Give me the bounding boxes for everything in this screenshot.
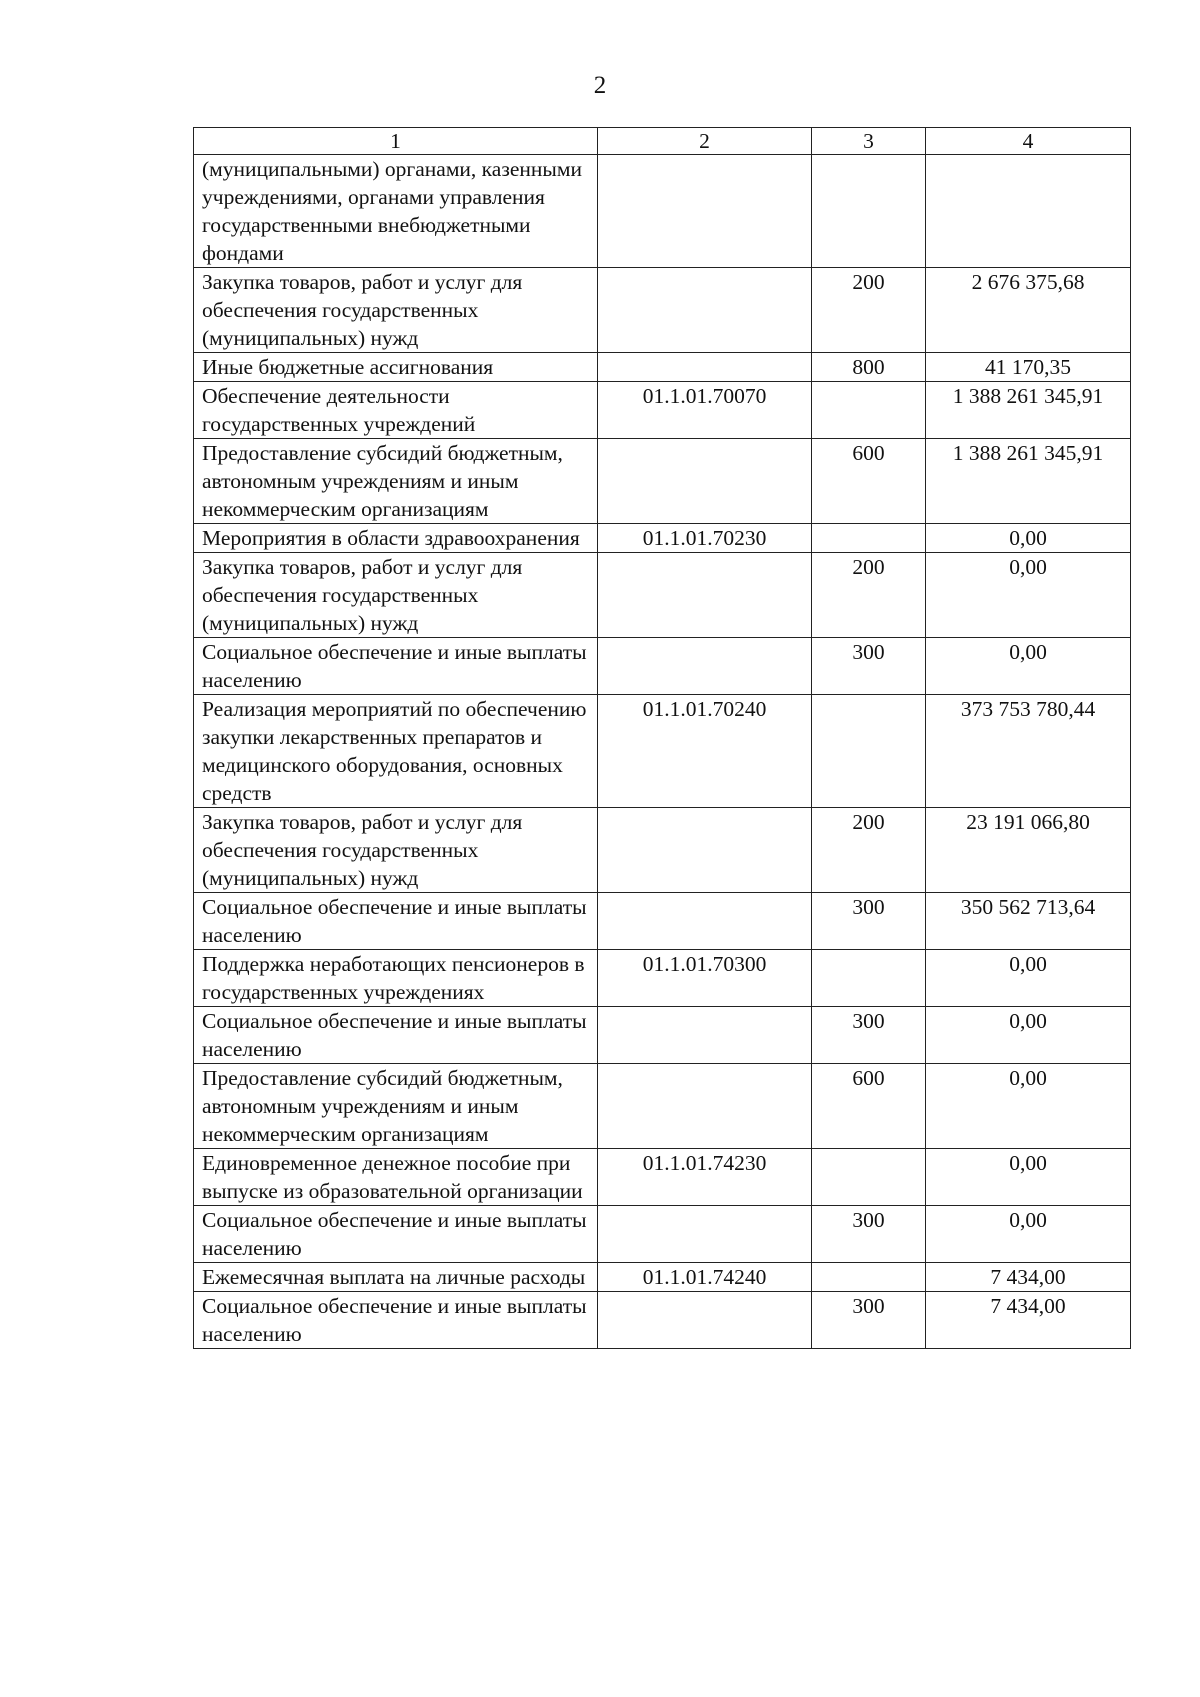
row-code-cell [598, 553, 812, 638]
row-type-cell: 300 [812, 638, 926, 695]
column-header-4: 4 [926, 128, 1131, 155]
row-code-cell: 01.1.01.70300 [598, 950, 812, 1007]
row-name-cell: Социальное обеспечение и иные выплаты населению [194, 893, 598, 950]
row-amount-cell: 0,00 [926, 1064, 1131, 1149]
row-type-cell: 300 [812, 1292, 926, 1349]
row-type-cell: 800 [812, 353, 926, 382]
row-type-cell [812, 950, 926, 1007]
row-amount-cell [926, 155, 1131, 268]
table-header-row [194, 128, 1131, 155]
row-type-cell: 600 [812, 439, 926, 524]
row-name-cell: Обеспечение деятельности государственных учреждений [194, 382, 598, 439]
row-code-cell: 01.1.01.70070 [598, 382, 812, 439]
table-row [194, 268, 1131, 353]
table-row [194, 1064, 1131, 1149]
row-code-cell: 01.1.01.70240 [598, 695, 812, 808]
row-code-cell [598, 1206, 812, 1263]
row-type-cell: 200 [812, 808, 926, 893]
column-header-3: 3 [812, 128, 926, 155]
table-row [194, 1263, 1131, 1292]
row-amount-cell: 350 562 713,64 [926, 893, 1131, 950]
row-code-cell [598, 808, 812, 893]
row-type-cell [812, 155, 926, 268]
page-number: 2 [593, 72, 607, 99]
row-name-cell: Социальное обеспечение и иные выплаты населению [194, 1292, 598, 1349]
row-amount-cell: 41 170,35 [926, 353, 1131, 382]
row-type-cell [812, 1149, 926, 1206]
row-code-cell [598, 1007, 812, 1064]
row-amount-cell: 1 388 261 345,91 [926, 439, 1131, 524]
row-type-cell: 200 [812, 268, 926, 353]
row-code-cell [598, 893, 812, 950]
row-type-cell [812, 382, 926, 439]
row-code-cell [598, 155, 812, 268]
table-row [194, 439, 1131, 524]
row-name-cell: Социальное обеспечение и иные выплаты населению [194, 1206, 598, 1263]
table-row [194, 155, 1131, 268]
row-type-cell [812, 524, 926, 553]
row-name-cell: Закупка товаров, работ и услуг для обеспечения государственных (муниципальных) нужд [194, 553, 598, 638]
table-row [194, 893, 1131, 950]
row-amount-cell: 23 191 066,80 [926, 808, 1131, 893]
row-name-cell: Предоставление субсидий бюджетным, автономным учреждениям и иным некоммерческим организациям [194, 439, 598, 524]
row-name-cell: Ежемесячная выплата на личные расходы [194, 1263, 598, 1292]
row-type-cell: 300 [812, 1206, 926, 1263]
row-amount-cell: 7 434,00 [926, 1263, 1131, 1292]
row-amount-cell: 0,00 [926, 638, 1131, 695]
row-code-cell: 01.1.01.74240 [598, 1263, 812, 1292]
column-header-2: 2 [598, 128, 812, 155]
row-amount-cell: 0,00 [926, 1007, 1131, 1064]
table-body [194, 155, 1131, 1349]
row-amount-cell: 1 388 261 345,91 [926, 382, 1131, 439]
row-type-cell [812, 695, 926, 808]
table-row [194, 695, 1131, 808]
table-row [194, 382, 1131, 439]
row-amount-cell: 7 434,00 [926, 1292, 1131, 1349]
row-amount-cell: 0,00 [926, 524, 1131, 553]
row-code-cell: 01.1.01.70230 [598, 524, 812, 553]
row-amount-cell: 0,00 [926, 1206, 1131, 1263]
row-code-cell [598, 353, 812, 382]
row-name-cell: Закупка товаров, работ и услуг для обеспечения государственных (муниципальных) нужд [194, 808, 598, 893]
row-type-cell: 300 [812, 893, 926, 950]
row-name-cell: Единовременное денежное пособие при выпуске из образовательной организации [194, 1149, 598, 1206]
row-type-cell: 200 [812, 553, 926, 638]
table-row [194, 1149, 1131, 1206]
column-header-1: 1 [194, 128, 598, 155]
row-code-cell [598, 638, 812, 695]
row-name-cell: Реализация мероприятий по обеспечению закупки лекарственных препаратов и медицинского оборудования, основных средств [194, 695, 598, 808]
table-row [194, 950, 1131, 1007]
row-amount-cell: 0,00 [926, 1149, 1131, 1206]
row-amount-cell: 0,00 [926, 553, 1131, 638]
row-code-cell [598, 1292, 812, 1349]
table-row [194, 1007, 1131, 1064]
row-name-cell: Поддержка неработающих пенсионеров в государственных учреждениях [194, 950, 598, 1007]
row-code-cell [598, 1064, 812, 1149]
row-type-cell [812, 1263, 926, 1292]
table-row [194, 353, 1131, 382]
table-row [194, 524, 1131, 553]
row-name-cell: Социальное обеспечение и иные выплаты населению [194, 638, 598, 695]
table-row [194, 808, 1131, 893]
row-type-cell: 600 [812, 1064, 926, 1149]
table-row [194, 1292, 1131, 1349]
row-name-cell: Мероприятия в области здравоохранения [194, 524, 598, 553]
row-type-cell: 300 [812, 1007, 926, 1064]
row-code-cell [598, 439, 812, 524]
row-amount-cell: 0,00 [926, 950, 1131, 1007]
row-name-cell: Социальное обеспечение и иные выплаты населению [194, 1007, 598, 1064]
row-name-cell: (муниципальными) органами, казенными учреждениями, органами управления государственными внебюджетными фондами [194, 155, 598, 268]
row-code-cell: 01.1.01.74230 [598, 1149, 812, 1206]
row-name-cell: Закупка товаров, работ и услуг для обеспечения государственных (муниципальных) нужд [194, 268, 598, 353]
table-row [194, 1206, 1131, 1263]
table-row [194, 638, 1131, 695]
table-row [194, 553, 1131, 638]
budget-table [193, 127, 1131, 1349]
row-code-cell [598, 268, 812, 353]
row-amount-cell: 373 753 780,44 [926, 695, 1131, 808]
row-name-cell: Предоставление субсидий бюджетным, автономным учреждениям и иным некоммерческим организациям [194, 1064, 598, 1149]
row-amount-cell: 2 676 375,68 [926, 268, 1131, 353]
row-name-cell: Иные бюджетные ассигнования [194, 353, 598, 382]
